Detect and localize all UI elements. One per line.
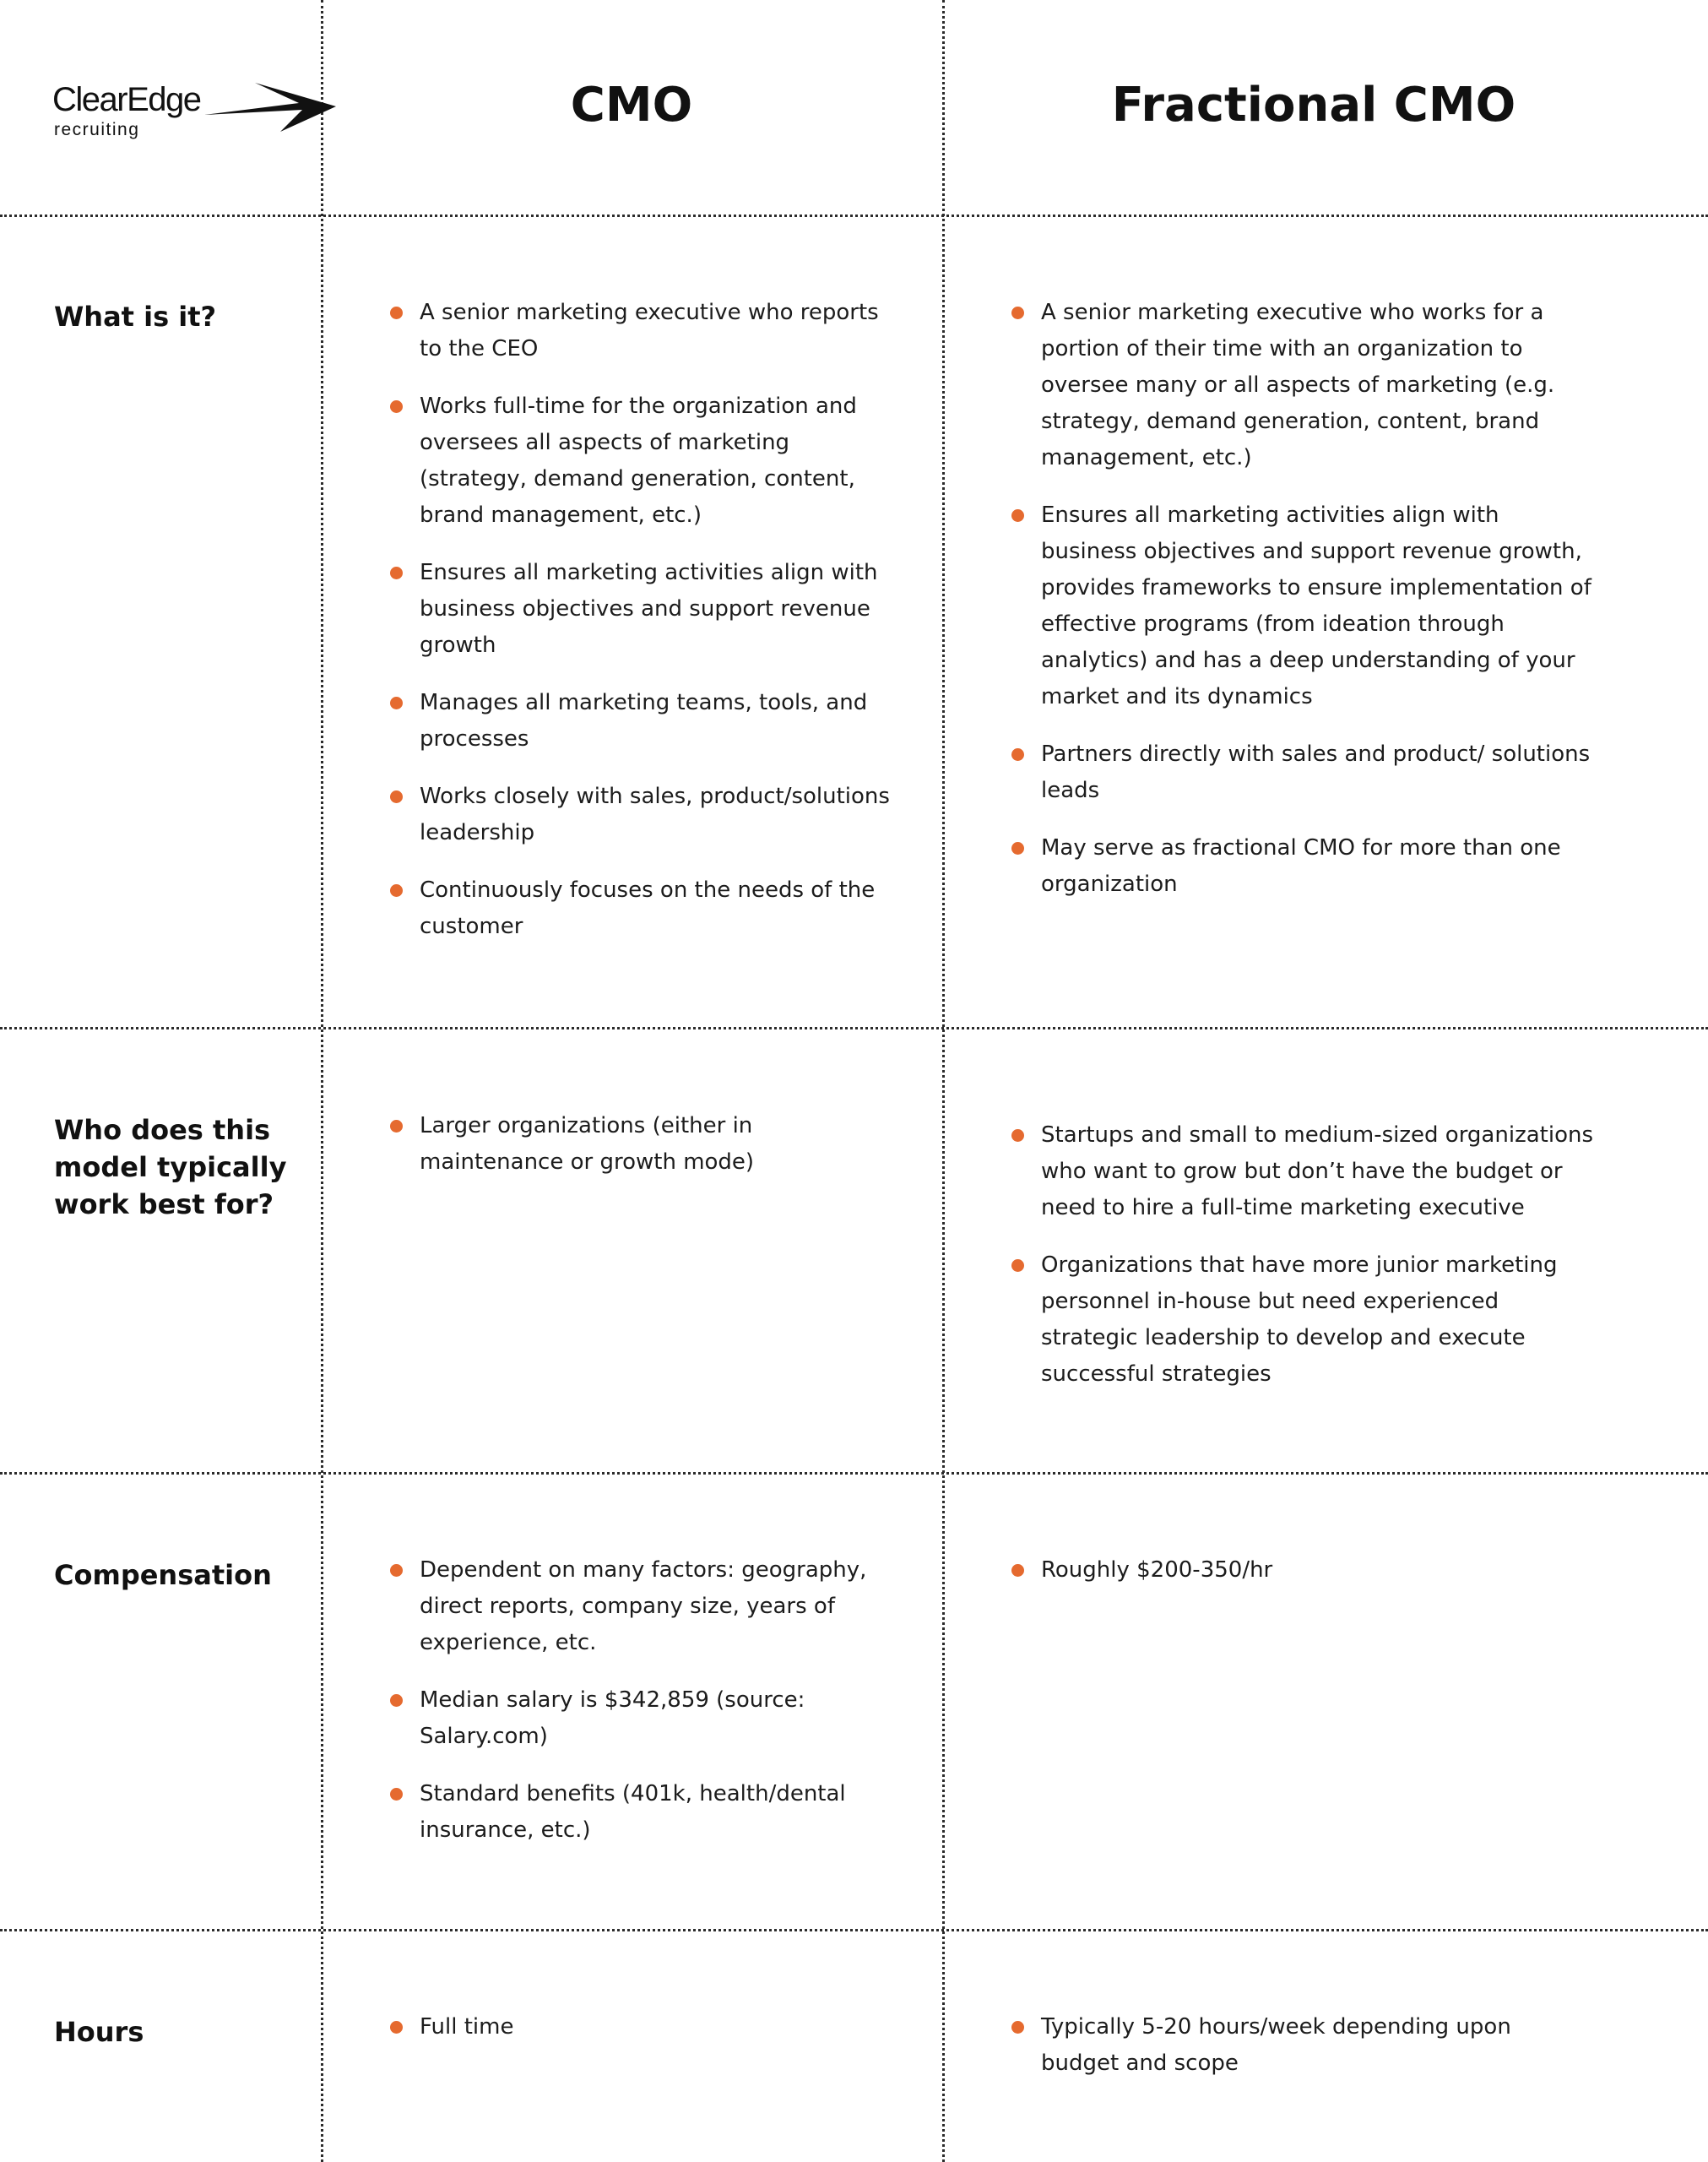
cmo-who-best-for-list <box>390 1108 897 1202</box>
fractional-compensation-list <box>1011 1552 1594 1610</box>
list-item: Full time <box>390 2009 897 2045</box>
row-divider-1 <box>0 1027 1708 1029</box>
cmo-what-is-it-list <box>390 295 897 966</box>
list-item: Dependent on many factors: geography, direct reports, company size, years of experience, etc. <box>390 1552 897 1661</box>
column-header-cmo: CMO <box>570 78 693 133</box>
logo-wordmark: ClearEdge <box>52 81 201 118</box>
list-item: Works closely with sales, product/solutions leadership <box>390 779 897 851</box>
list-item: Larger organizations (either in maintenance or growth mode) <box>390 1108 897 1181</box>
row-label-who-best-for: Who does this model typically work best for? <box>54 1114 287 1220</box>
list-item: Median salary is $342,859 (source: Salary.com) <box>390 1682 897 1755</box>
logo-subtitle: recruiting <box>54 120 140 139</box>
list-item: Typically 5-20 hours/week depending upon budget and scope <box>1011 2009 1594 2082</box>
column-divider-1 <box>321 0 323 2162</box>
fractional-hours-list <box>1011 2009 1594 2103</box>
cmo-hours-list <box>390 2009 897 2067</box>
list-item: Manages all marketing teams, tools, and processes <box>390 685 897 758</box>
list-item: A senior marketing executive who works for a portion of their time with an organization to oversee many or all aspects of marketing (e.g. strategy, demand generation, content, brand management, etc.) <box>1011 295 1594 476</box>
list-item: Organizations that have more junior marketing personnel in-house but need experienced strategic leadership to develop and execute successful strategies <box>1011 1247 1594 1393</box>
list-item: Works full-time for the organization and oversees all aspects of marketing (strategy, demand generation, content, brand management, etc.) <box>390 388 897 534</box>
list-item: Roughly $200-350/hr <box>1011 1552 1594 1589</box>
row-label-what-is-it: What is it? <box>54 301 217 333</box>
list-item: Startups and small to medium-sized organizations who want to grow but don’t have the budget or need to hire a full-time marketing executive <box>1011 1117 1594 1226</box>
cmo-compensation-list <box>390 1552 897 1870</box>
list-item: Ensures all marketing activities align with business objectives and support revenue growth <box>390 555 897 664</box>
list-item: May serve as fractional CMO for more than one organization <box>1011 830 1594 903</box>
clearedge-logo <box>52 78 289 145</box>
row-label-hours: Hours <box>54 2016 144 2048</box>
list-item: Ensures all marketing activities align with business objectives and support revenue growth, provides frameworks to ensure implementation of effective programs (from ideation through analytics) and has a deep understanding of your market and its dynamics <box>1011 497 1594 715</box>
list-item: Partners directly with sales and product/ solutions leads <box>1011 736 1594 809</box>
fractional-who-best-for-list <box>1011 1117 1594 1414</box>
list-item: A senior marketing executive who reports to the CEO <box>390 295 897 367</box>
row-divider-2 <box>0 1472 1708 1475</box>
fractional-what-is-it-list <box>1011 295 1594 924</box>
list-item: Standard benefits (401k, health/dental insurance, etc.) <box>390 1776 897 1849</box>
column-header-fractional-cmo: Fractional CMO <box>1111 78 1516 133</box>
row-divider-header <box>0 215 1708 217</box>
row-label-compensation: Compensation <box>54 1559 272 1591</box>
list-item: Continuously focuses on the needs of the customer <box>390 872 897 945</box>
column-divider-2 <box>942 0 945 2162</box>
row-divider-3 <box>0 1929 1708 1931</box>
logo-arrow-icon <box>204 81 336 132</box>
